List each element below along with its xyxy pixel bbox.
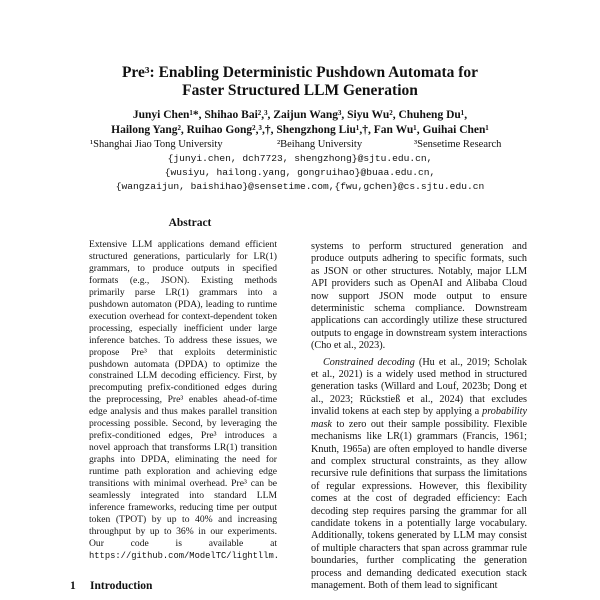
section-title: Introduction xyxy=(90,580,153,592)
paragraph-constrained-decoding xyxy=(311,357,527,593)
code-url-link[interactable]: https://github.com/ModelTC/lightllm. xyxy=(89,550,280,561)
author-emails xyxy=(30,152,570,194)
affiliation-sensetime: ³Sensetime Research xyxy=(414,139,502,150)
abstract-heading: Abstract xyxy=(168,217,212,229)
term-constrained-decoding: Constrained decoding xyxy=(323,356,415,368)
email-line-2: {wusiyu, hailong.yang, gongruihao}@buaa.edu.cn, xyxy=(164,167,436,178)
email-line-3: {wangzaijun, baishihao}@sensetime.com,{fwu,gchen}@cs.sjtu.edu.cn xyxy=(115,181,485,192)
paragraph-text-a: (Hu et al., 2019; Scholak et al., 2021) is a widely used method in structured generation tasks (Willard and Louf, 2023b; Dong et al., 2023; Rückstieß et al., 2024) that excludes invalid tokens at each step by applying a xyxy=(311,356,528,418)
affiliation-beihang: ²Beihang University xyxy=(277,139,363,150)
paper-title xyxy=(40,64,560,100)
abstract-body xyxy=(89,239,280,563)
right-column-text xyxy=(311,241,527,592)
paragraph-structured-output: systems to perform structured generation and produce outputs adhering to specific formats, such as JSON or other structures. Notably, major LLM API providers such as OpenAI and Alibaba Cloud now support JSON mode output to ensure deterministic schema compliance. Downstream applications can accordingly utilize these structured outputs to engage in downstream system interactions (Cho et al., 2023). xyxy=(311,241,527,352)
author-list xyxy=(30,108,570,138)
email-line-1: {junyi.chen, dch7723, shengzhong}@sjtu.edu.cn, xyxy=(167,153,433,164)
term-probability-mask: probability mask xyxy=(311,406,527,430)
title-line-2: Faster Structured LLM Generation xyxy=(182,82,418,99)
abstract-text: Extensive LLM applications demand efficient structured generations, particularly for LR(1) grammars, to produce outputs in specified formats (e.g., JSON). Existing methods primarily parse LR(1) grammars into a pushdown automaton (PDA), leading to runtime execution overhead for context-dependent token processing, especially inefficient under large inference batches. To address these issues, we propose Pre³ that exploits deterministic pushdown automata (DPDA) to optimize the constrained LLM decoding efficiency. First, by precomputing prefix-conditioned edges during the preprocessing, Pre³ enables ahead-of-time edge analysis and thus makes parallel transition processing possible. Second, by leveraging the prefix-conditioned edges, Pre³ introduces a novel approach that transforms LR(1) transition graphs into DPDA, eliminating the need for runtime path exploration and achieving edge transitions with minimal overhead. Pre³ can be seamlessly integrated into standard LLM inference frameworks, reducing time per output token (TPOT) by up to 40% and increasing throughput by up to 36% in our experiments. Our code is available at xyxy=(89,239,277,549)
authors-line-1: Junyi Chen¹*, Shihao Bai²,³, Zaijun Wang³, Siyu Wu², Chuheng Du¹, xyxy=(132,109,468,121)
title-line-1: Pre³: Enabling Deterministic Pushdown Automata for xyxy=(121,64,479,81)
affiliation-sjtu: ¹Shanghai Jiao Tong University xyxy=(90,139,223,150)
section-heading-introduction xyxy=(70,580,152,592)
authors-line-2: Hailong Yang², Ruihao Gong²,³,†, Shengzhong Liu¹,†, Fan Wu¹, Guihai Chen¹ xyxy=(111,124,489,136)
section-number: 1 xyxy=(70,580,76,592)
paragraph-text-b: to zero out their sample possibility. Flexible mechanisms like LR(1) grammars (Francis, 1961; Knuth, 1965a) are often employed to handle diverse and complex structural constraints, as they allow recursive rule definitions that surpass the limitations of regular expressions. However, this flexibility comes at the cost of degraded efficiency: Each decoding step requires parsing the grammar for all candidate tokens in a potentially large vocabulary. Additionally, tokens generated by LLM may consist of multiple characters that span across grammar rule boundaries, further complicating the generation process and demanding dedicated execution stack management. Both of them lead to significant xyxy=(311,418,527,591)
